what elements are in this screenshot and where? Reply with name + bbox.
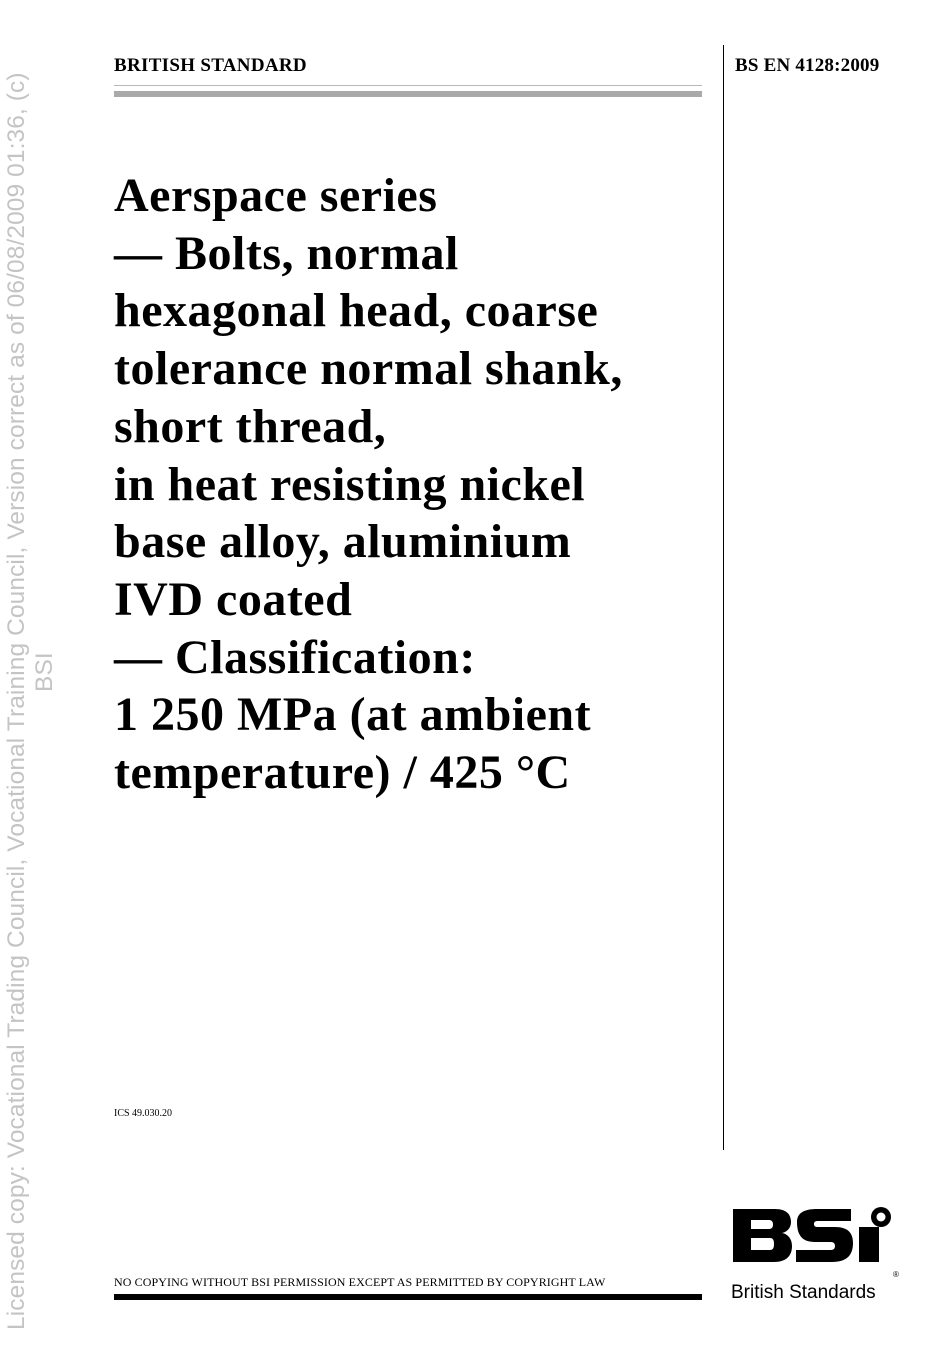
header-rule-thin <box>114 85 702 86</box>
title-line: IVD coated <box>114 572 353 626</box>
title-line: tolerance normal shank, <box>114 342 623 396</box>
title-line: Aerspace series <box>114 169 438 222</box>
header-rule-thick <box>114 91 702 97</box>
watermark-line-2: BSI <box>31 652 58 692</box>
ics-code: ICS 49.030.20 <box>114 1108 173 1119</box>
document-type-label: BRITISH STANDARD <box>114 55 307 76</box>
title-line: in heat resisting nickel <box>114 457 586 511</box>
logo-caption: British Standards <box>731 1282 876 1303</box>
document-title <box>114 167 726 802</box>
title-line: 1 250 MPa (at ambient <box>114 688 592 742</box>
standard-number: BS EN 4128:2009 <box>735 55 880 76</box>
title-line: temperature) / 425 °C <box>114 746 571 800</box>
title-line: hexagonal head, coarse <box>114 284 599 338</box>
footer-rule <box>114 1294 702 1300</box>
watermark-line-1: Licensed copy: Vocational Trading Council, Vocational Training Council, Version correct as of 06/08/2009 01:36, (c) <box>3 72 30 1330</box>
title-line: short thread, <box>114 399 387 453</box>
title-line: — Bolts, normal <box>114 226 459 280</box>
title-line: base alloy, aluminium <box>114 515 572 569</box>
title-line: — Classification: <box>114 630 476 684</box>
copyright-notice: NO COPYING WITHOUT BSI PERMISSION EXCEPT AS PERMITTED BY COPYRIGHT LAW <box>114 1275 606 1289</box>
registered-mark: ® <box>893 1270 899 1279</box>
